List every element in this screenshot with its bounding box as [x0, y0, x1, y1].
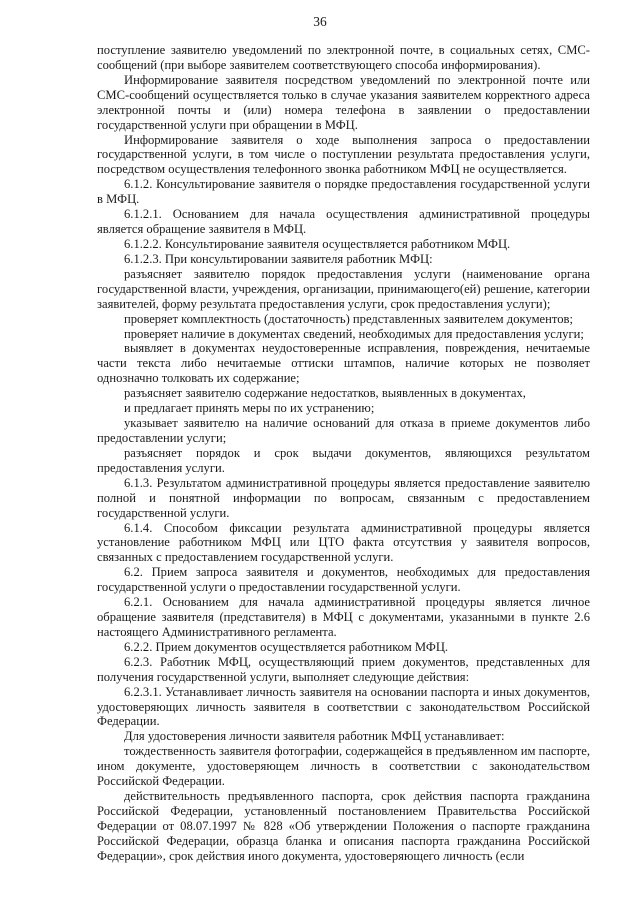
paragraph: тождественность заявителя фотографии, содержащейся в предъявленном им паспорте, ином документе, удостоверяющем личность в соответствии с законодательством Российской Федерации. [97, 744, 590, 789]
paragraph: указывает заявителю на наличие оснований для отказа в приеме документов либо предоставлении услуги; [97, 416, 590, 445]
paragraph: проверяет наличие в документах сведений, необходимых для предоставления услуги; [124, 326, 584, 341]
paragraph: 6.2.3. Работник МФЦ, осуществляющий прием документов, представленных для получения государственной услуги, выполняет следующие действия: [97, 654, 590, 684]
paragraph: 6.1.3. Результатом административной процедуры является предоставление заявителю полной и понятной информации по вопросам, связанным с предоставлением государственной услуги. [97, 475, 590, 520]
paragraph: выявляет в документах неудостоверенные исправления, повреждения, нечитаемые части текста либо нечитаемые оттиски штампов, наличие которых не позволяет однозначно толковать их содержание; [97, 341, 590, 386]
paragraph: 6.2.2. Прием документов осуществляется работником МФЦ. [124, 639, 449, 654]
paragraph: Информирование заявителя посредством уведомлений по электронной почте или СМС-сообщений осуществляется только в случае указания заявителем корректного адреса электронной почты и (или) номера телефона в заявлении о предоставлении государственной услуги при обращении в МФЦ. [97, 72, 590, 132]
paragraph: 6.1.2.2. Консультирование заявителя осуществляется работником МФЦ. [124, 236, 511, 251]
paragraph: Информирование заявителя о ходе выполнения запроса о предоставлении государственной услуги, в том числе о поступлении результата предоставления услуги, посредством осуществления телефонного звонка работником МФЦ не осуществляется. [97, 132, 590, 177]
page-number: 36 [313, 14, 327, 29]
paragraph: 6.2.3.1. Устанавливает личность заявителя на основании паспорта и иных документов, удостоверяющих личность заявителя в соответствии с законодательством Российской Федерации. [97, 684, 590, 729]
paragraph: 6.2.1. Основанием для начала административной процедуры является личное обращение заявителя (представителя) в МФЦ с документами, указанными в пункте 2.6 настоящего Административного регламента. [97, 595, 590, 639]
paragraph: разъясняет порядок и срок выдачи документов, являющихся результатом предоставления услуги. [97, 445, 590, 475]
paragraph: разъясняет заявителю содержание недостатков, выявленных в документах, [124, 386, 526, 401]
paragraph: Для удостоверения личности заявителя работник МФЦ устанавливает: [124, 729, 505, 744]
paragraph: поступление заявителю уведомлений по электронной почте, в социальных сетях, СМС-сообщений (при выборе заявителем соответствующего способа информирования). [97, 43, 590, 72]
paragraph: 6.1.2.1. Основанием для начала осуществления административной процедуры является обращение заявителя в МФЦ. [97, 207, 590, 237]
paragraph: разъясняет заявителю порядок предоставления услуги (наименование органа государственной власти, учреждения, организации, принимающего(ей) решение, категории заявителей, форму результата предоставления услуги, срок предоставления услуги); [97, 266, 590, 311]
paragraph: 6.1.2.3. При консультировании заявителя работник МФЦ: [124, 251, 433, 266]
paragraph: проверяет комплектность (достаточность) представленных заявителем документов; [124, 311, 573, 326]
document-body [97, 43, 590, 864]
paragraph: 6.1.4. Способом фиксации результата административной процедуры является установление работником МФЦ или ЦТО факта отсутствия у заявителя вопросов, связанных с предоставлением государственной услуги. [97, 520, 590, 565]
paragraph: и предлагает принять меры по их устранению; [124, 401, 375, 416]
paragraph: 6.1.2. Консультирование заявителя о порядке предоставления государственной услуги в МФЦ. [97, 177, 590, 207]
paragraph: 6.2. Прием запроса заявителя и документов, необходимых для предоставления государственной услуги о предоставлении государственной услуги. [97, 565, 590, 595]
paragraph: действительность предъявленного паспорта, срок действия паспорта гражданина Российской Федерации, установленный постановлением Правительства Российской Федерации от 08.07.1997 № 828 «Об утверждении Положения о паспорте гражданина Российской Федерации, образца бланка и описания паспорта гражданина Российской Федерации», срок действия иного документа, удостоверяющего личность (если [97, 789, 590, 863]
